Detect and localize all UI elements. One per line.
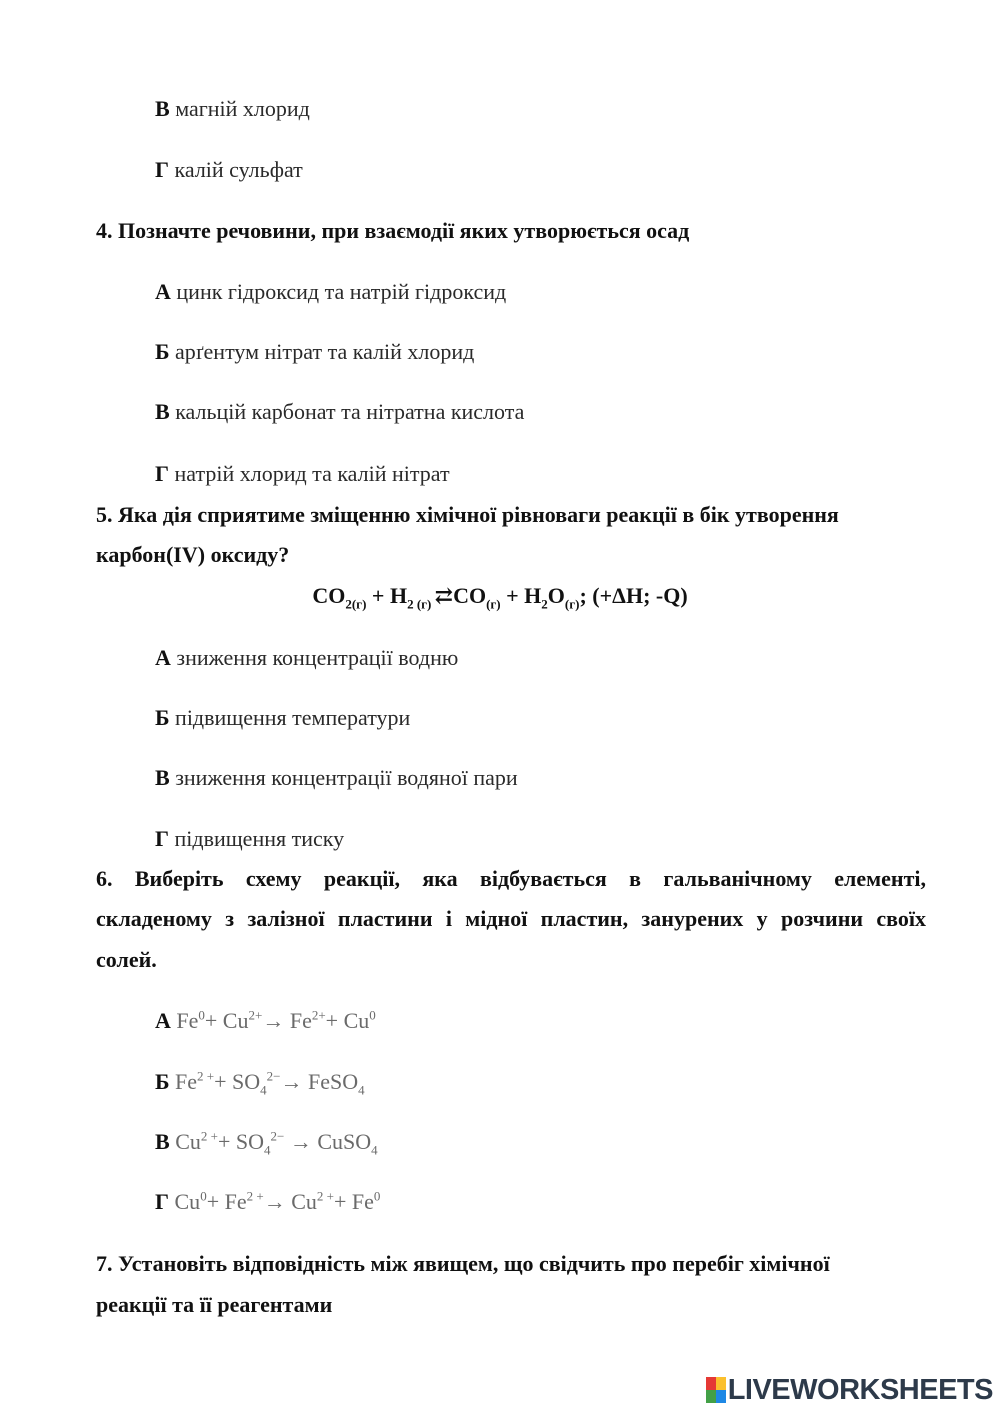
option-text: арґентум нітрат та калій хлорид [169, 339, 475, 364]
formula-part: Cu [175, 1129, 201, 1154]
q6-question-line2: складеному з залізної пластини і мідної пластин, занурених у розчини своїх [96, 906, 926, 931]
eq-o-sub: (г) [564, 596, 580, 612]
option-letter: Г [155, 461, 169, 486]
q5-option-b [155, 705, 410, 731]
q6-question-line1: 6. Виберіть схему реакції, яка відбувається в гальванічному елементі, [96, 866, 926, 891]
formula-part: → Fe [262, 1008, 312, 1033]
liveworksheets-logo[interactable] [706, 1373, 993, 1407]
formula-part: Cu [174, 1189, 201, 1214]
logo-tile-blue [716, 1390, 726, 1403]
option-letter: А [155, 279, 171, 304]
formula-part: Fe [176, 1008, 199, 1033]
formula-part: + SO [217, 1129, 264, 1154]
q6-question-line3: солей. [96, 947, 157, 972]
q5-option-g [155, 826, 344, 852]
eq-o: O [547, 583, 565, 608]
q5-option-a [155, 645, 458, 671]
formula-index: 4 [371, 1142, 378, 1158]
option-letter: В [155, 765, 170, 790]
q4-option-v [155, 399, 524, 425]
formula-charge: 2 + [197, 1068, 215, 1084]
q6-option-v [155, 1128, 378, 1158]
formula-part: + Cu [204, 1008, 249, 1033]
option-text: підвищення температури [169, 705, 411, 730]
option-letter: В [155, 96, 170, 121]
q7-question-line2: реакції та її реагентами [96, 1292, 333, 1317]
q3-option-g [155, 157, 303, 183]
logo-text: LIVEWORKSHEETS [727, 1373, 993, 1406]
formula-index: 4 [358, 1082, 365, 1098]
formula-part: + SO [214, 1069, 261, 1094]
option-text: зниження концентрації водяної пари [169, 765, 518, 790]
option-letter: Б [155, 339, 170, 364]
q3-option-v [155, 96, 310, 122]
q4-option-b [155, 339, 474, 365]
liveworksheets-logo-icon [706, 1377, 726, 1403]
eq-plus-h: + H [366, 583, 408, 608]
q5-question-line2: карбон(IV) оксиду? [96, 542, 290, 567]
eq-h2o-sub: 2 [541, 596, 548, 612]
option-letter: Г [155, 1189, 169, 1214]
formula-charge: 2+ [248, 1007, 263, 1023]
q4-question: 4. Позначте речовини, при взаємодії яких утворюється осад [96, 218, 690, 243]
formula [175, 1189, 381, 1214]
option-letter: Б [155, 1069, 170, 1094]
formula-index: 4 [264, 1142, 271, 1158]
q6-option-b [155, 1068, 365, 1098]
formula-charge: 0 [369, 1007, 376, 1023]
option-text: калій сульфат [169, 157, 303, 182]
option-text: кальцій карбонат та нітратна кислота [169, 399, 525, 424]
formula-charge: 2 + [316, 1188, 334, 1204]
eq-plus-h2o: + H [500, 583, 542, 608]
q4-option-g [155, 461, 450, 487]
logo-tile-red [706, 1377, 716, 1390]
option-text: натрій хлорид та калій нітрат [169, 461, 450, 486]
option-letter: Г [155, 826, 169, 851]
eq-tail: ; (+ΔH; -Q) [579, 583, 688, 608]
option-text: магній хлорид [169, 96, 310, 121]
logo-tile-yellow [716, 1377, 726, 1390]
q6-option-a [155, 1008, 376, 1034]
q6-option-g [155, 1189, 380, 1215]
option-letter: В [155, 1129, 170, 1154]
q7-question-line1: 7. Установіть відповідність між явищем, що свідчить про перебіг хімічної [96, 1251, 830, 1276]
option-letter: А [155, 645, 171, 670]
formula-part: + Cu [325, 1008, 370, 1033]
option-text: підвищення тиску [169, 826, 345, 851]
formula-charge: 0 [200, 1188, 207, 1204]
eq-co2-sub: 2(г) [345, 596, 367, 612]
formula-charge: 2 + [246, 1188, 264, 1204]
formula-charge: 2 + [200, 1128, 218, 1144]
q5-equation [0, 583, 1000, 612]
formula-part: → FeSO [280, 1069, 359, 1094]
formula-part: Fe [175, 1069, 198, 1094]
q5-question-line1: 5. Яка дія сприятиме зміщенню хімічної рівноваги реакції в бік утворення [96, 502, 839, 527]
equilibrium-arrow-icon: ⇄ [434, 583, 454, 608]
eq-co: CO [453, 583, 487, 608]
eq-co-sub: (г) [486, 596, 501, 612]
formula-charge: 2− [270, 1128, 285, 1144]
option-letter: Б [155, 705, 170, 730]
formula-charge: 2+ [311, 1007, 326, 1023]
logo-tile-green [706, 1390, 716, 1403]
formula-charge: 2− [266, 1068, 281, 1084]
q4-option-a [155, 279, 506, 305]
formula-part: + Fe [333, 1189, 374, 1214]
formula-part: → CuSO [284, 1129, 372, 1154]
option-letter: А [155, 1008, 171, 1033]
formula-part: → Cu [263, 1189, 317, 1214]
option-letter: В [155, 399, 170, 424]
formula-part: + Fe [206, 1189, 247, 1214]
formula-charge: 0 [373, 1188, 381, 1204]
formula-charge: 0 [198, 1007, 205, 1023]
option-text: цинк гідроксид та натрій гідроксид [170, 279, 507, 304]
q5-option-v [155, 765, 518, 791]
eq-co2: CO [312, 583, 346, 608]
formula [175, 1128, 378, 1158]
option-text: зниження концентрації водню [170, 645, 459, 670]
formula [175, 1068, 365, 1098]
option-letter: Г [155, 157, 169, 182]
formula [176, 1008, 375, 1033]
formula-index: 4 [260, 1082, 267, 1098]
eq-h2-sub: 2 (г) [407, 596, 435, 612]
